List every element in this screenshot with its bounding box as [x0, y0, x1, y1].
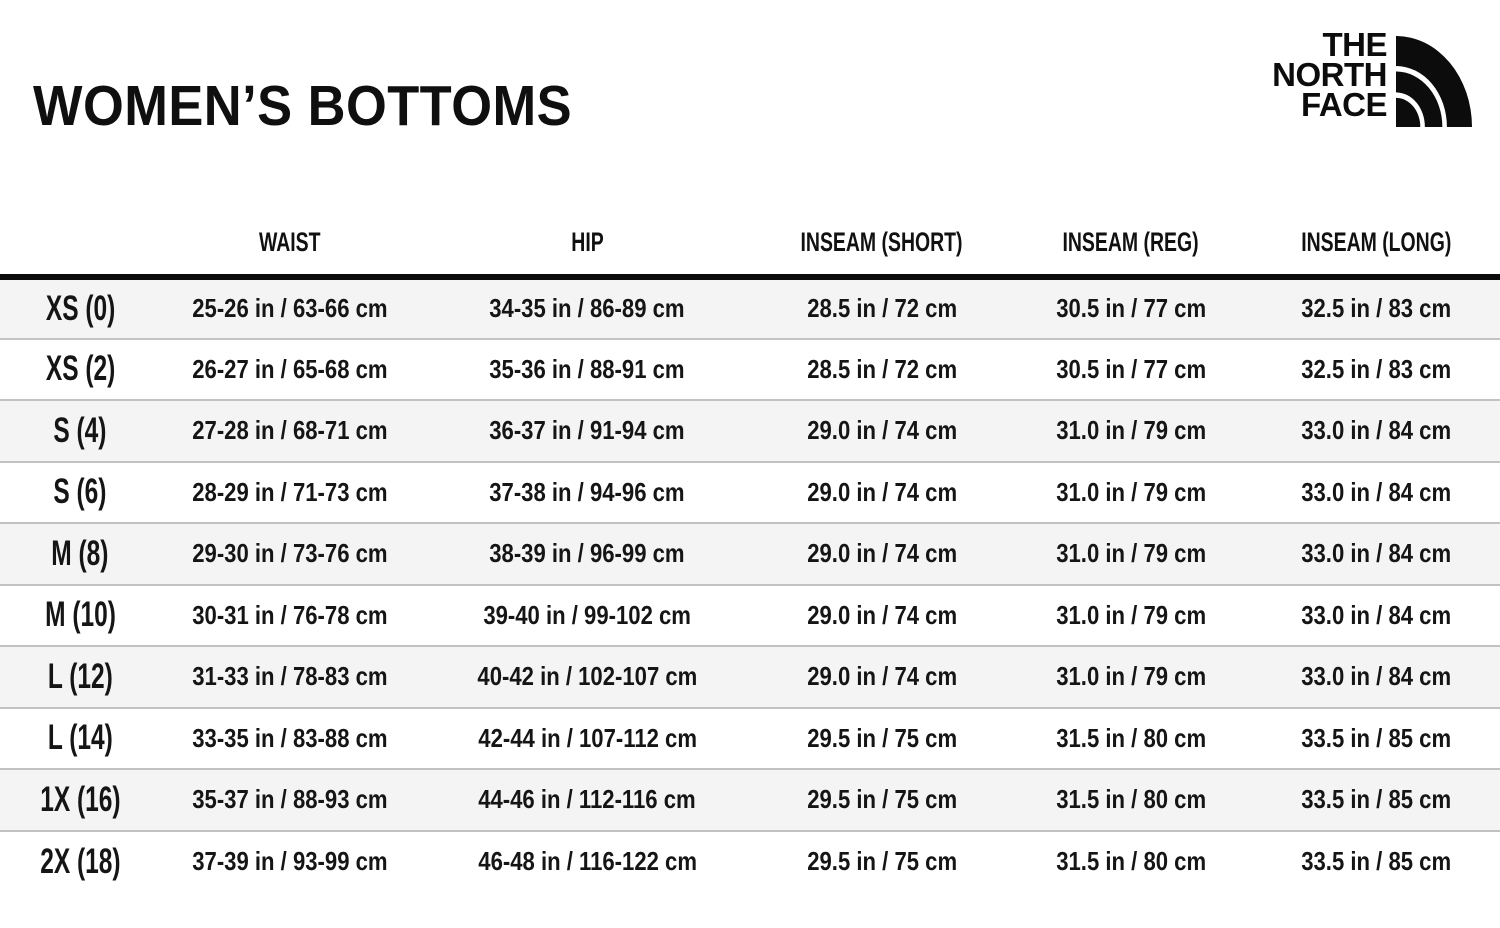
measurement-cell — [1009, 277, 1252, 339]
size-label: M (10) — [44, 595, 116, 635]
measurement-value: 33.0 in / 84 cm — [1301, 476, 1452, 507]
size-cell — [0, 339, 161, 401]
measurement-value: 28.5 in / 72 cm — [807, 353, 957, 384]
measurement-cell — [1252, 400, 1500, 462]
measurement-cell — [754, 339, 1009, 401]
measurement-cell — [420, 585, 755, 647]
measurement-cell — [754, 523, 1009, 585]
column-header-size — [0, 206, 161, 277]
measurement-cell — [1009, 523, 1252, 585]
measurement-cell — [1252, 277, 1500, 339]
size-label: 2X (18) — [40, 841, 121, 881]
size-label: 1X (16) — [40, 779, 121, 819]
measurement-cell — [1252, 646, 1500, 708]
measurement-cell — [754, 585, 1009, 647]
size-label: S (4) — [53, 410, 107, 450]
column-header-inseam-short: INSEAM (SHORT) — [754, 206, 1009, 277]
size-cell — [0, 523, 161, 585]
measurement-value: 31.0 in / 79 cm — [1056, 661, 1206, 692]
measurement-cell — [1009, 708, 1252, 770]
measurement-cell — [161, 708, 420, 770]
measurement-cell — [1009, 585, 1252, 647]
table-row — [0, 646, 1500, 708]
size-cell — [0, 277, 161, 339]
measurement-cell — [420, 462, 755, 524]
table-row — [0, 400, 1500, 462]
measurement-value: 29.0 in / 74 cm — [807, 599, 957, 630]
size-cell — [0, 585, 161, 647]
measurement-value: 30.5 in / 77 cm — [1056, 293, 1206, 324]
measurement-value: 31.0 in / 79 cm — [1056, 538, 1206, 569]
measurement-value: 33.0 in / 84 cm — [1301, 415, 1452, 446]
measurement-cell — [161, 831, 420, 893]
size-label: XS (2) — [45, 349, 115, 389]
size-table-header — [0, 206, 1500, 277]
table-row — [0, 462, 1500, 524]
size-label: L (12) — [47, 656, 113, 696]
measurement-cell — [754, 646, 1009, 708]
measurement-value: 29.5 in / 75 cm — [807, 846, 957, 877]
measurement-cell — [1252, 523, 1500, 585]
measurement-value: 44-46 in / 112-116 cm — [478, 784, 696, 815]
measurement-value: 40-42 in / 102-107 cm — [477, 661, 698, 692]
measurement-value: 29.5 in / 75 cm — [807, 722, 957, 753]
measurement-value: 42-44 in / 107-112 cm — [477, 722, 697, 753]
size-cell — [0, 769, 161, 831]
measurement-value: 29.0 in / 74 cm — [807, 476, 957, 507]
size-cell — [0, 831, 161, 893]
measurement-cell — [1252, 708, 1500, 770]
measurement-cell — [420, 400, 755, 462]
brand-word-north: NORTH — [1272, 56, 1387, 93]
half-dome-icon — [1396, 36, 1472, 127]
measurement-cell — [1252, 769, 1500, 831]
column-header-hip: HIP — [420, 206, 755, 277]
table-row — [0, 277, 1500, 339]
brand-wordmark — [1272, 26, 1387, 123]
measurement-cell — [754, 462, 1009, 524]
measurement-value: 29.5 in / 75 cm — [807, 784, 957, 815]
measurement-value: 33.0 in / 84 cm — [1301, 538, 1452, 569]
measurement-cell — [1252, 585, 1500, 647]
measurement-cell — [1009, 462, 1252, 524]
measurement-value: 34-35 in / 86-89 cm — [489, 293, 685, 324]
measurement-cell — [1252, 339, 1500, 401]
table-row — [0, 708, 1500, 770]
measurement-value: 33.5 in / 85 cm — [1301, 784, 1452, 815]
measurement-cell — [1252, 462, 1500, 524]
measurement-value: 35-36 in / 88-91 cm — [489, 353, 685, 384]
measurement-value: 31.0 in / 79 cm — [1056, 599, 1206, 630]
table-row — [0, 523, 1500, 585]
measurement-value: 37-38 in / 94-96 cm — [489, 476, 685, 507]
measurement-value: 26-27 in / 65-68 cm — [192, 353, 388, 384]
measurement-value: 28-29 in / 71-73 cm — [192, 476, 388, 507]
size-label: XS (0) — [45, 288, 115, 328]
measurement-cell — [754, 769, 1009, 831]
measurement-value: 46-48 in / 116-122 cm — [477, 846, 697, 877]
header-row — [0, 206, 1500, 277]
measurement-value: 29.0 in / 74 cm — [807, 661, 957, 692]
measurement-cell — [420, 769, 755, 831]
measurement-cell — [161, 585, 420, 647]
measurement-cell — [754, 400, 1009, 462]
measurement-cell — [420, 708, 755, 770]
size-table-body — [0, 277, 1500, 892]
measurement-value: 31.0 in / 79 cm — [1056, 476, 1206, 507]
table-row — [0, 769, 1500, 831]
measurement-value: 33.5 in / 85 cm — [1301, 846, 1452, 877]
size-label: L (14) — [47, 718, 113, 758]
measurement-value: 28.5 in / 72 cm — [807, 293, 957, 324]
measurement-cell — [1009, 400, 1252, 462]
measurement-value: 33.0 in / 84 cm — [1301, 661, 1452, 692]
brand-logo — [1272, 26, 1472, 127]
measurement-value: 38-39 in / 96-99 cm — [489, 538, 685, 569]
column-header-inseam-long: INSEAM (LONG) — [1252, 206, 1500, 277]
page-title: WOMEN’S BOTTOMS — [33, 74, 573, 138]
measurement-value: 32.5 in / 83 cm — [1301, 293, 1452, 324]
measurement-value: 30.5 in / 77 cm — [1056, 353, 1206, 384]
brand-word-the: THE — [1322, 26, 1387, 63]
measurement-cell — [420, 339, 755, 401]
column-header-inseam-reg: INSEAM (REG) — [1009, 206, 1252, 277]
measurement-value: 30-31 in / 76-78 cm — [192, 599, 388, 630]
measurement-value: 31.0 in / 79 cm — [1056, 415, 1206, 446]
measurement-value: 33-35 in / 83-88 cm — [192, 722, 388, 753]
measurement-cell — [420, 277, 755, 339]
column-header-waist: WAIST — [161, 206, 420, 277]
measurement-value: 31.5 in / 80 cm — [1056, 846, 1206, 877]
measurement-cell — [161, 400, 420, 462]
measurement-cell — [1009, 769, 1252, 831]
measurement-value: 31.5 in / 80 cm — [1056, 722, 1206, 753]
measurement-cell — [420, 831, 755, 893]
measurement-value: 27-28 in / 68-71 cm — [192, 415, 388, 446]
size-cell — [0, 400, 161, 462]
size-cell — [0, 708, 161, 770]
measurement-value: 29.0 in / 74 cm — [807, 538, 957, 569]
measurement-cell — [420, 646, 755, 708]
size-label: S (6) — [53, 472, 107, 512]
measurement-value: 31-33 in / 78-83 cm — [192, 661, 388, 692]
brand-word-face: FACE — [1300, 86, 1387, 123]
measurement-value: 31.5 in / 80 cm — [1056, 784, 1206, 815]
measurement-cell — [161, 462, 420, 524]
measurement-cell — [754, 277, 1009, 339]
measurement-cell — [754, 831, 1009, 893]
size-cell — [0, 462, 161, 524]
measurement-cell — [420, 523, 755, 585]
measurement-cell — [161, 277, 420, 339]
measurement-value: 37-39 in / 93-99 cm — [192, 846, 388, 877]
measurement-cell — [161, 769, 420, 831]
measurement-cell — [161, 339, 420, 401]
size-label: M (8) — [51, 533, 109, 573]
table-row — [0, 585, 1500, 647]
measurement-cell — [1009, 339, 1252, 401]
table-row — [0, 831, 1500, 893]
measurement-value: 29-30 in / 73-76 cm — [192, 538, 388, 569]
size-table — [0, 206, 1500, 892]
measurement-cell — [1009, 831, 1252, 893]
measurement-value: 25-26 in / 63-66 cm — [192, 293, 388, 324]
measurement-cell — [1009, 646, 1252, 708]
measurement-value: 35-37 in / 88-93 cm — [192, 784, 388, 815]
size-cell — [0, 646, 161, 708]
measurement-cell — [161, 646, 420, 708]
measurement-cell — [754, 708, 1009, 770]
table-row — [0, 339, 1500, 401]
measurement-cell — [161, 523, 420, 585]
measurement-value: 39-40 in / 99-102 cm — [483, 599, 692, 630]
measurement-value: 32.5 in / 83 cm — [1301, 353, 1452, 384]
measurement-value: 36-37 in / 91-94 cm — [489, 415, 685, 446]
measurement-value: 33.5 in / 85 cm — [1301, 722, 1452, 753]
measurement-value: 29.0 in / 74 cm — [807, 415, 957, 446]
measurement-cell — [1252, 831, 1500, 893]
measurement-value: 33.0 in / 84 cm — [1301, 599, 1452, 630]
